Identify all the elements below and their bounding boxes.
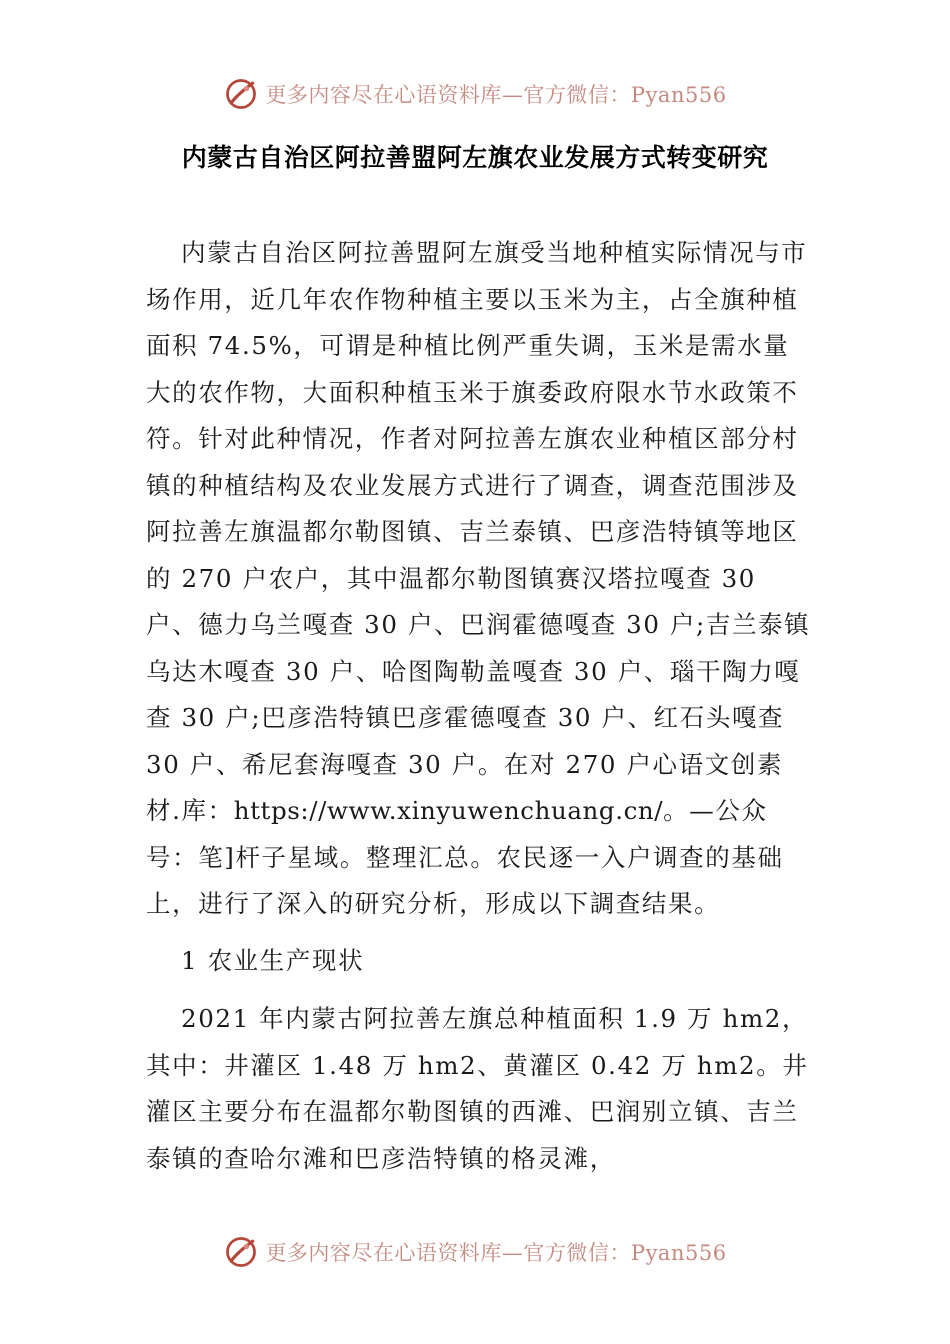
paragraph-production: 2021 年内蒙古阿拉善左旗总种植面积 1.9 万 hm2， 其中：井灌区 1.48 万 hm2、黄灌区 0.42 万 hm2。井灌区主要分布在温都尔勒图镇的西滩、巴润别立镇、吉兰泰镇的查哈尔滩和巴彦浩特镇的格灵滩， [146, 1004, 809, 1173]
header-banner [0, 72, 950, 116]
document-title: 内蒙古自治区阿拉善盟阿左旗农业发展方式转变研究 [181, 143, 769, 172]
paragraph-intro [146, 230, 814, 928]
paragraph-intro-tail: 。—公众号：笔]杆子星域。整理汇总。农民逐一入户调查的基础上，进行了深入的研究分析，形成以下調查结果。 [146, 796, 784, 918]
banner-text: 更多内容尽在心语资料库—官方微信：Pyan556 [265, 83, 727, 107]
document-body [146, 230, 814, 1182]
brand-logo-icon [223, 76, 259, 112]
section-heading: 1 农业生产现状 [181, 945, 365, 975]
brand-logo-icon [223, 1234, 259, 1270]
paragraph-intro-text: 内蒙古自治区阿拉善盟阿左旗受当地种植实际情况与市场作用，近几年农作物种植主要以玉米为主，占全旗种植面积 74.5%，可谓是种植比例严重失调，玉米是需水量大的农作物，大面积种植玉米于旗委政府限水节水政策不符。针对此种情况，作者对阿拉善左旗农业种植区部分村镇的种植结构及农业发展方式进行了调查，调查范围涉及阿拉善左旗温都尔勒图镇、吉兰泰镇、巴彦浩特镇等地区的 270 户农户，其中温都尔勒图镇赛汉塔拉嘎查 30 户、德力乌兰嘎查 30 户、巴润霍德嘎查 30 户;吉兰泰镇乌达木嘎查 30 户、哈图陶勒盖嘎查 30 户、瑙干陶力嘎查 30 户;巴彦浩特镇巴彦霍德嘎查 30 户、红石头嘎查 30 户、希尼套海嘎查 30 户。在对 270 户心语文创素材.库： [146, 238, 811, 825]
source-link[interactable]: https://www.xinyuwenchuang.cn/ [233, 796, 664, 825]
banner-text: 更多内容尽在心语资料库—官方微信：Pyan556 [265, 1241, 727, 1265]
footer-banner [0, 1230, 950, 1274]
